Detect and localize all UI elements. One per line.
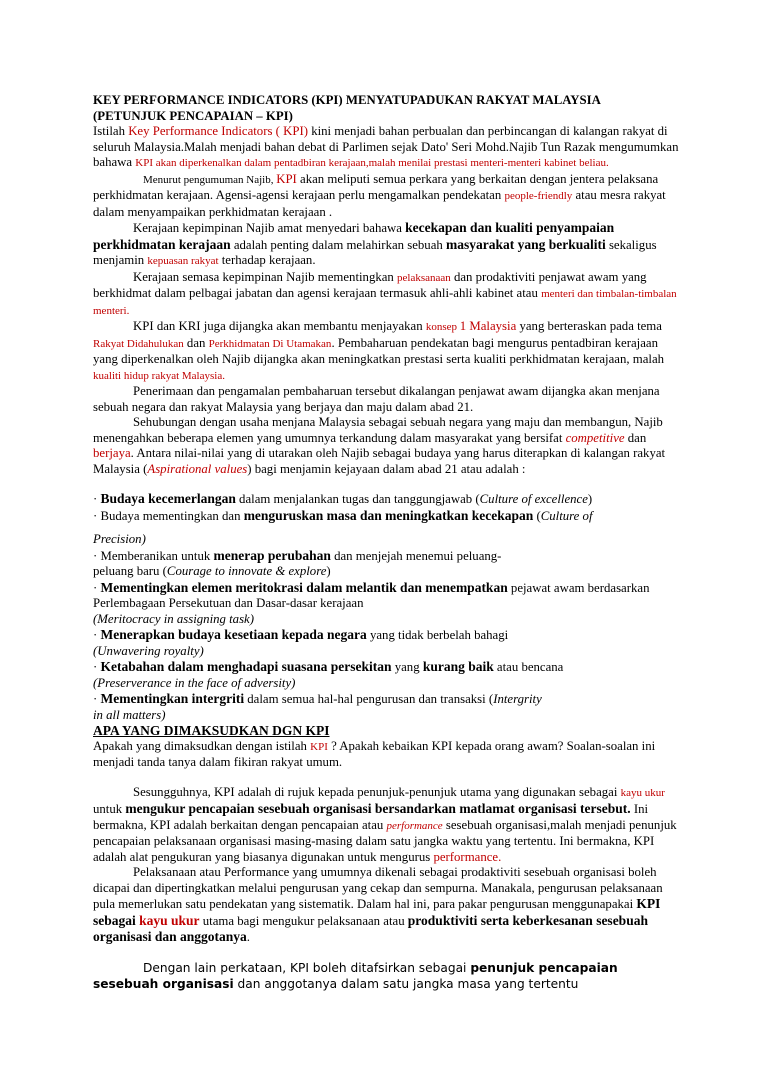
text: · (93, 580, 101, 595)
text: ? Apakah kebaikan KPI kepada orang awam? Soalan-soalan ini menjadi tanda tanya dalam fikiran rakyat umum. (93, 738, 656, 769)
section-heading: APA YANG DIMAKSUDKAN DGN KPI (93, 723, 330, 738)
bullet-item-4 (93, 580, 685, 628)
text: ) bagi menjamin kejayaan dalam abad 21 atau adalah : (247, 461, 526, 476)
paragraph-6: Penerimaan dan pengamalan pembaharuan tersebut dikalangan penjawat awam dijangka akan menjana sebuah negara dan rakyat Malaysia yang berjaya dan maju dalam abad 21. (93, 384, 660, 414)
paragraph-8 (93, 739, 685, 771)
paragraph-1 (93, 124, 685, 172)
highlight-text: people-friendly (504, 190, 573, 202)
bullet-item-3 (93, 548, 685, 580)
bold-text: penunjuk pencapaian sesebuah organisasi (93, 960, 618, 991)
text: · Memberanikan untuk (93, 548, 214, 563)
highlight-text: KPI (276, 171, 297, 186)
paragraph-7 (93, 415, 685, 477)
italic-text: in all matters) (93, 707, 166, 722)
spacer (93, 771, 685, 785)
text: yang tidak berbelah bahagi (366, 628, 509, 642)
bold-text: menguruskan masa dan meningkatkan kecekapan (243, 507, 534, 523)
document-body (93, 93, 685, 992)
bold-text: menerap perubahan (213, 547, 331, 563)
paragraph-9 (93, 785, 685, 866)
text: kini menjadi bahan perbualan dan perbincangan di kalangan rakyat di seluruh Malaysia.Malah menjadi bahan debat di Parlimen sejak Dato' Seri Mohd.Najib Tun Razak mengumumkan bahawa (93, 124, 679, 169)
text: atau mesra rakyat dalam menyampaikan perkhidmatan kerajaan . (93, 188, 666, 219)
bold-text: Ketabahan dalam menghadapi suasana persekitan (100, 659, 392, 674)
bold-text: kurang baik (422, 659, 494, 674)
paragraph-5 (93, 319, 685, 384)
highlight-text: berjaya (93, 446, 131, 460)
highlight-text: Aspirational values (147, 461, 248, 476)
doc-title (93, 93, 685, 124)
text: . Antara nilai-nilai yang di utarakan oleh Najib sebagai budaya yang harus diterapkan di kalangan rakyat Malaysia ( (93, 446, 666, 476)
bold-text: Budaya kecemerlangan (100, 491, 236, 506)
text: dan (624, 430, 647, 445)
bullet-item-5 (93, 627, 685, 659)
text: KPI dan KRI juga dijangka akan membantu menjayakan (133, 319, 426, 333)
text: peluang baru ( (93, 564, 167, 578)
text: utama bagi mengukur pelaksanaan atau (199, 913, 408, 928)
italic-text: Culture of excellence (479, 492, 588, 506)
highlight-text: KPI (310, 740, 328, 753)
bullet-dot: · (93, 492, 101, 506)
text: dan (183, 335, 209, 350)
highlight-text: kualiti hidup rakyat Malaysia. (93, 369, 225, 382)
bullet-item-2 (93, 508, 685, 525)
bullet-item-2-cont: Precision) (93, 532, 146, 546)
bold-text: mengukur pencapaian sesebuah organisasi bersandarkan matlamat organisasi tersebut. (125, 801, 631, 816)
text: adalah penting dalam melahirkan sebuah (230, 237, 446, 252)
bold-text: Mementingkan elemen meritokrasi dalam melantik dan menempatkan (100, 579, 508, 595)
text: pejawat awam berdasarkan Perlembagaan Persekutuan dan Dasar-dasar kerajaan (93, 580, 650, 610)
text: · (93, 660, 101, 674)
spacer (93, 477, 685, 491)
highlight-text: performance (386, 819, 443, 832)
text: · (93, 692, 101, 706)
text: terhadap kerajaan. (218, 253, 316, 267)
highlight-text: Key Performance Indicators ( KPI) (128, 124, 308, 138)
text: akan meliputi semua perkara yang berkaitan dengan jentera pelaksana perkhidmatan kerajaan. Agensi-agensi kerajaan perlu mengamalkan pendekatan (93, 171, 659, 202)
text: sesebuah organisasi,malah menjadi penunjuk pencapaian pelaksanaan organisasi masing-masing dalam satu jangka waktu yang tertentu. Ini bermakna, KPI adalah alat pengukuran yang biasanya digunakan untuk mengurus (93, 817, 677, 864)
highlight-text: kepuasan rakyat (147, 255, 219, 267)
text: dan menjejah menemui peluang- (330, 548, 502, 563)
text: Pelaksanaan atau Performance yang umumnya dikenali sebagai prodaktiviti sesebuah organisasi boleh dicapai dan dipertingkatkan melalui pengurusan yang cekap dan sempurna. Manakala, pengurusan pelaksanaan pula memerlukan satu pendekatan yang sistematik. Dalam hal ini, para pakar pengurusan menggunapakai (93, 865, 663, 911)
italic-text: Courage to innovate & explore (166, 564, 327, 578)
title-line-1: KEY PERFORMANCE INDICATORS (KPI) MENYATUPADUKAN RAKYAT MALAYSIA (93, 93, 601, 107)
italic-text: Culture of (540, 508, 593, 523)
highlight-text: KPI akan diperkenalkan dalam pentadbiran kerajaan,malah menilai prestasi menteri-menteri kabinet beliau. (135, 157, 609, 169)
paragraph-10 (93, 865, 685, 946)
text: ( (533, 508, 541, 523)
bold-text: Menerapkan budaya kesetiaan kepada negara (100, 627, 367, 642)
bold-text: masyarakat yang berkualiti (445, 236, 606, 252)
highlight-text: competitive (565, 430, 625, 445)
highlight-text: kayu ukur (620, 786, 665, 799)
text: ) (587, 492, 593, 506)
highlight-text: konsep (425, 321, 460, 333)
bold-text: KPI sebagai (93, 896, 661, 928)
text: Apakah yang dimaksudkan dengan istilah (93, 738, 311, 753)
text: dalam semua hal-hal pengurusan dan transaksi ( (244, 692, 494, 706)
italic-text: (Preserverance in the face of adversity) (93, 675, 296, 690)
bullet-item-7 (93, 691, 685, 723)
highlight-text: Perkhidmatan Di Utamakan (208, 337, 332, 350)
text: · (93, 628, 101, 642)
bullet-item-1 (93, 491, 685, 508)
text: dalam menjalankan tugas dan tanggungjawab ( (235, 492, 480, 506)
italic-text: (Unwavering royalty) (93, 643, 204, 658)
spacer (93, 524, 685, 532)
italic-text: Intergrity (493, 692, 542, 706)
text: Kerajaan semasa kepimpinan Najib mementingkan (133, 269, 398, 284)
bold-text: produktiviti serta keberkesanan sesebuah organisasi dan anggotanya (93, 912, 648, 944)
text: untuk (93, 802, 126, 816)
text: . (246, 930, 250, 944)
bold-text: Mementingkan intergriti (100, 691, 245, 706)
text: yang berteraskan pada tema (516, 319, 662, 333)
spacer (93, 946, 685, 960)
highlight-text: 1 Malaysia (459, 319, 517, 333)
paragraph-3 (93, 220, 685, 270)
text: Kerajaan kepimpinan Najib amat menyedari bahawa (133, 221, 406, 235)
text: Istilah (93, 124, 129, 138)
paragraph-11 (93, 960, 685, 992)
text: Sesungguhnya, KPI adalah di rujuk kepada penunjuk-penunjuk utama yang digunakan sebagai (133, 784, 621, 799)
bullet-item-6 (93, 659, 685, 691)
text: . Pembaharuan pendekatan bagi mengurus pentadbiran kerajaan yang diperkenalkan oleh Najib dijangka akan meningkatkan prestasi serta kualiti perkhidmatan kerajaan, malah (93, 335, 665, 366)
paragraph-2 (93, 172, 685, 221)
highlight-text: pelaksanaan (397, 271, 451, 284)
text: Sehubungan dengan usaha menjana Malaysia sebagai sebuah negara yang maju dan membangun, Najib menengahkan beberapa elemen yang umumnya terkandung dalam masyarakat yang bersifat (93, 415, 663, 445)
highlight-bold-text: kayu ukur (139, 912, 200, 928)
paragraph-4 (93, 270, 685, 320)
text: dan prodaktiviti penjawat awam yang berkhidmat dalam pelbagai jabatan dan agensi kerajaan termasuk ahli-ahli kabinet atau (93, 269, 647, 300)
title-line-2: (PETUNJUK PENCAPAIAN – KPI) (93, 108, 293, 123)
text: Ini bermakna, KPI adalah berkaitan dengan pencapaian atau (93, 802, 649, 832)
text: sekaligus menjamin (93, 237, 657, 267)
highlight-text: performance. (433, 849, 502, 864)
highlight-text: Rakyat Didahulukan (93, 337, 184, 350)
bold-text: kecekapan dan kualiti penyampaian perkhidmatan kerajaan (93, 220, 615, 252)
text: atau bencana (493, 660, 564, 674)
text: yang (391, 660, 423, 674)
italic-text: (Meritocracy in assigning task) (93, 611, 254, 626)
text: Menurut pengumuman Najib, (143, 173, 277, 186)
text: ) (326, 564, 331, 578)
highlight-text: menteri dan timbalan-timbalan menteri. (93, 288, 677, 317)
text: dan anggotanya dalam satu jangka masa yang tertentu (233, 976, 579, 991)
text: · Budaya mementingkan dan (93, 508, 244, 523)
text: Dengan lain perkataan, KPI boleh ditafsirkan sebagai (143, 960, 471, 975)
